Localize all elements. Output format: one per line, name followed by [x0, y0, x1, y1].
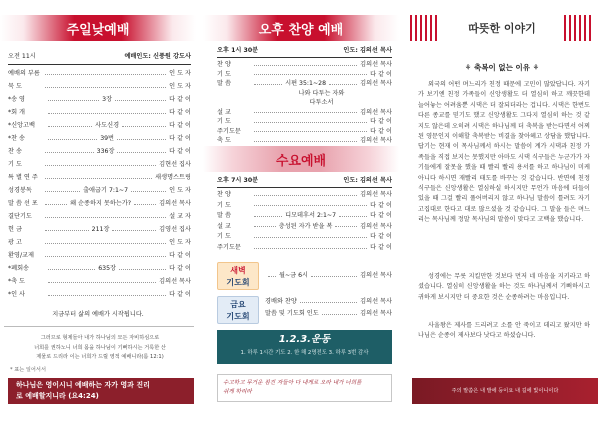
wednesday-time: 오후 7시 30분 [217, 177, 259, 184]
stripe-decoration [564, 15, 594, 41]
item-leader: 다 같 이 [370, 201, 392, 209]
item-label: 찬 송 [11, 135, 26, 142]
story-header: 따뜻한 이야기 [468, 22, 536, 35]
story-paragraph: 외국의 어떤 며느리가 친정 때문에 고민이 많았답니다. 자기가 보기엔 친정 가족들이 신앙생활도 더 열심히 하고 깨끗한데 늘어놓는 어려움뿐 시댁은 더 잘되더라는 겁니다. 시댁은 한번도 다른 종교를 믿기도 했고 신앙생활도 그다지 열심히 하는 것 같지도 않은데 오히려 시댁은 하나님께 더 축복을 받는다면서 어찌 된 영문인지 이해할 축복받는 비결을 찾아헤고 상담을 했답니다. 답기는 현재 이 목사님께서 하시는 말씀이 계가 시댁과 친정 가족들을 직접 보지는 못했지만 아마도 시댁 식구들은 누군가가 자기들에게 잘못을 했을 때 빨리 빨리 용서를 하고 하나님이 미케 아니다 하시면 재빨리 태도를 바꾸는 것 같습니다. 반면에 친정 식구들은 신앙생활은 열심하실 하시지만 무언가 마음에 더들이 있을 때 그걸 빨리 풀어버리지 않고 하나님 말씀이 틀려도 자기 고집대로 한다고 대로 많으셨을 것 같습니다. 그 말을 들은 며느리는 목사님께 정말 목사님의 말씀이 맞다고 고백을 했습니다. [418, 81, 590, 224]
afternoon-leader: 인도: 김의선 목사 [343, 47, 392, 54]
item-label: 말 씀 [217, 80, 231, 87]
time-row [217, 176, 392, 186]
list-item [217, 211, 392, 221]
list-item [8, 134, 191, 144]
list-item [8, 173, 191, 183]
list-item [8, 69, 191, 79]
movement-text: 1. 하루 1시간 기도 2. 한 해 2명전도 3. 하루 3번 감사 [240, 350, 369, 356]
item-label: 인 사 [11, 291, 26, 298]
item-detail: 왜 순종하지 못하는가? [70, 200, 132, 207]
item-detail: 출애굽기 7:1~7 [83, 187, 129, 194]
item-label: 회 개 [11, 109, 26, 116]
item-detail: 사도신경 [95, 122, 120, 129]
item-leader: 김의선 목사 [360, 108, 392, 116]
item-leader: 김현선 집사 [159, 161, 191, 168]
item-leader: 다 같 이 [169, 148, 192, 155]
item-label: 기 도 [217, 70, 231, 78]
list-item [8, 147, 191, 157]
item-label: 축 도 [217, 137, 231, 144]
story-paragraph: 성경에는 무릇 지킬만한 것보다 먼저 네 마음을 지키라고 하셨습니다. 열심히 신앙생활을 하는 것도 하나님께서 기뻐하시고 귀하게 보시지만 더 중요한 것은 순종하려는 마음입니다. [418, 273, 590, 301]
item-label: 기 도 [217, 201, 231, 209]
item-leader: 인 도 자 [169, 83, 191, 90]
item-leader: 김의선 목사 [360, 222, 393, 230]
item-label: 신앙고백 [11, 122, 36, 129]
list-item [8, 225, 191, 235]
item-leader: 다 같 이 [370, 244, 392, 251]
item-label: 예배의 부름 [8, 70, 40, 77]
item-leader: 다 같 이 [169, 109, 191, 116]
item-leader: 다 같 이 [169, 265, 192, 272]
item-label: 말 씀 선 포 [8, 200, 38, 207]
item-label: 특 별 연 주 [8, 174, 38, 181]
stand-mark: * [8, 96, 12, 103]
item-detail: 336장 [96, 148, 115, 155]
item-leader: 인 도 자 [169, 70, 191, 77]
service-time: 오전 11시 [8, 53, 36, 60]
item-label: 축 도 [11, 278, 26, 285]
footnote: * 표는 일어서서 [10, 367, 46, 373]
item-leader: 다 같 이 [370, 212, 392, 220]
item-label: 폐회송 [11, 265, 30, 272]
item-label: 기 도 [217, 118, 231, 125]
title-banner [203, 15, 399, 41]
item-label: 주기도문 [217, 127, 241, 135]
stand-mark: * [8, 278, 12, 285]
list-item [8, 264, 191, 274]
verse-box: 수고하고 무거운 짐진 자들아 다 내게로 오라 내가 너희를 쉬게 하리라 [217, 374, 392, 402]
list-item [8, 199, 191, 209]
stripe-decoration [410, 15, 440, 41]
story-title: ⚘ 축복이 없는 이유 ⚘ [464, 63, 540, 72]
friday-row: 말씀 및 기도회 인도 김의선 목사 [265, 310, 392, 317]
dawn-prayer-label: 새벽 기도회 [217, 262, 259, 290]
item-detail: 3장 [102, 96, 113, 103]
item-detail: 211장 [91, 226, 110, 233]
list-item [217, 201, 392, 211]
item-label: 설 교 [217, 108, 231, 116]
movement-box [217, 330, 392, 364]
item-label: 송 영 [11, 96, 26, 103]
item-leader: 인 도 자 [169, 187, 191, 194]
footer-verse: 하나님은 영이시니 예배하는 자가 영과 진리 로 예배할지니라 (요4:24) [8, 378, 194, 404]
friday-prayer-label: 금요 기도회 [217, 296, 259, 324]
item-label: 찬 양 [217, 61, 231, 68]
item-label: 찬 송 [8, 148, 22, 155]
item-leader: 다 같 이 [169, 122, 192, 129]
item-leader: 다 같 이 [169, 252, 191, 259]
item-label: 기 도 [217, 233, 231, 241]
item-detail: 39번 [100, 135, 115, 142]
wednesday-title: 수요예배 [275, 153, 327, 169]
list-item [217, 222, 392, 232]
title-banner [203, 146, 399, 172]
item-leader: 김의선 목사 [159, 278, 191, 285]
item-leader: 다 같 이 [169, 96, 192, 103]
stand-mark: * [8, 291, 12, 298]
list-item [8, 108, 191, 118]
list-item [8, 186, 191, 196]
title-banner [440, 15, 564, 41]
item-leader: 설 교 자 [169, 213, 191, 220]
page-title: 주일낮예배 [66, 22, 130, 38]
list-item [8, 95, 191, 105]
friday-row: 경배와 찬양 김의선 목사 [265, 298, 392, 305]
closing-text: 지금부터 삶의 예배가 시작됩니다. [52, 311, 144, 318]
item-leader: 김영선 집사 [159, 226, 191, 233]
list-item [8, 238, 191, 248]
afternoon-title: 오후 찬양 예배 [258, 22, 344, 38]
stand-mark: * [8, 265, 12, 272]
title-banner [0, 15, 196, 41]
item-leader: 김의선 목사 [360, 191, 392, 198]
list-item [8, 121, 191, 131]
item-label: 주기도문 [217, 244, 241, 251]
item-label: 말 씀 [217, 212, 231, 220]
list-item [217, 232, 392, 242]
item-label: 묵 도 [8, 83, 22, 90]
item-label: 헌 금 [8, 226, 22, 233]
item-label: 기 도 [8, 161, 22, 168]
list-item [8, 277, 191, 287]
item-leader: 김의선 목사 [360, 137, 392, 144]
item-label: 결단기도 [8, 213, 32, 220]
item-leader: 다 같 이 [370, 127, 392, 135]
item-detail: 시편 35:1~28 [285, 80, 327, 87]
afternoon-time: 오후 1시 30분 [217, 47, 259, 54]
scripture-note: 그러므로 형제들아 내가 하나님의 모든 자비하심으로 너희를 권하노니 너희 몸을 하나님이 기뻐하시는 거룩한 산 제물로 드리라 이는 너희가 드릴 영적 예배니라(롬 12:1) [34, 335, 166, 360]
item-leader: 다 같 이 [370, 70, 392, 78]
footer-verse: 주의 말씀은 내 발에 등이요 내 길에 빛이니이다 [412, 378, 598, 404]
item-label: 환영/교제 [8, 252, 34, 259]
divider [217, 57, 392, 58]
dawn-prayer-row: 월~금 6시 김의선 목사 [265, 271, 392, 281]
service-leader: 예배인도: 신풍원 강도사 [124, 53, 191, 60]
stand-mark: * [8, 109, 12, 116]
movement-title: 1.2.3.운동 [278, 334, 331, 345]
sunday-service-column [0, 0, 196, 424]
list-item [8, 290, 191, 300]
item-detail: 디모데후서 2:1~7 [285, 212, 337, 220]
story-paragraph: 사울왕은 제사를 드리려고 소를 안 죽이고 데리고 왔지만 하나님은 순종이 제사보다 낫다고 하셨습니다. [418, 322, 590, 340]
list-item [8, 212, 191, 222]
wednesday-leader: 인도: 김의선 목사 [343, 177, 392, 184]
afternoon-wednesday-column [203, 0, 399, 424]
time-row [8, 52, 191, 62]
divider [217, 187, 392, 188]
item-leader: 김의선 목사 [360, 80, 393, 87]
item-leader: 다 같 이 [169, 291, 191, 298]
stand-mark: * [8, 122, 12, 129]
item-leader: 다 같 이 [169, 135, 192, 142]
list-item [8, 160, 191, 170]
list-item [217, 243, 392, 253]
item-leader: 인 도 자 [169, 239, 191, 246]
list-item [217, 136, 392, 146]
story-column [404, 0, 600, 424]
stand-mark: * [8, 135, 12, 142]
item-leader: 김의선 목사 [360, 61, 392, 68]
item-label: 설 교 [217, 222, 231, 230]
list-item [8, 251, 191, 261]
item-label: 성경봉독 [8, 187, 32, 194]
time-row [217, 46, 392, 56]
divider [4, 326, 194, 327]
item-detail: 나와 다투는 자와 [298, 89, 345, 97]
item-label: 광 고 [8, 239, 22, 246]
item-detail: 다투소서 [309, 99, 334, 106]
item-leader: 새생명스트링 [155, 174, 191, 181]
item-detail: 635장 [98, 265, 117, 272]
divider [8, 64, 191, 65]
item-leader: 김의선 목사 [159, 200, 191, 207]
item-label: 찬 양 [217, 191, 231, 198]
item-leader: 다 같 이 [370, 118, 392, 125]
list-item [217, 190, 392, 200]
item-leader: 다 같 이 [370, 233, 392, 241]
list-item [8, 82, 191, 92]
item-detail: 충성된 자가 받을 복 [278, 222, 333, 230]
